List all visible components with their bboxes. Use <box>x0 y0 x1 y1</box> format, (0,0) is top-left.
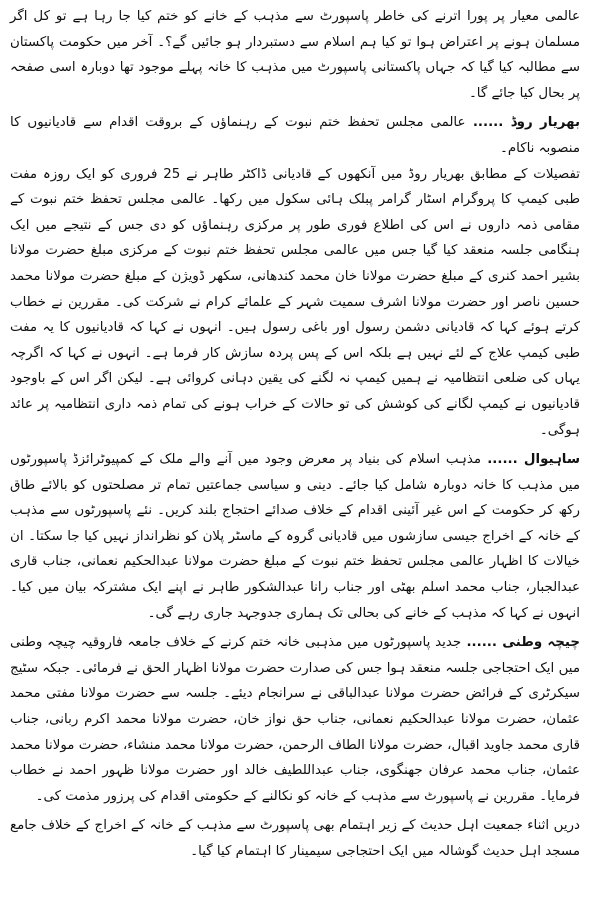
paragraph-passport-demand <box>10 4 580 106</box>
paragraph-text: تفصیلات کے مطابق بھریار روڈ میں آنکھوں کے قادیانی ڈاکٹر طاہر نے 25 فروری کو ایک روزہ مفت طبی کیمپ کا پروگرام اسٹار گرامر پبلک ہائی سکول میں رکھا۔ عالمی مجلس تحفظ ختم نبوت کے مقامی ذمہ داروں نے اس کی اطلاع فوری طور پر مرکزی رہنماؤں کو دی جس کے نتیجے میں ایک ہنگامی جلسہ منعقد کیا گیا جس میں عالمی مجلس تحفظ ختم نبوت کے مرکزی مبلغ حضرت مولانا بشیر احمد کنری کے مبلغ حضرت مولانا خان محمد کندھانی، سکھر ڈویژن کے مبلغ حضرت مولانا محمد حسین ناصر اور حضرت مولانا اشرف سمیت شہر کے علمائے کرام نے شرکت کی۔ مقررین نے خطاب کرتے ہوئے کہا کہ قادیانی دشمن رسول اور باغی رسول ہیں۔ انہوں نے کہا کہ قادیانیوں کا یہ مفت طبی کیمپ علاج کے لئے نہیں ہے بلکہ اس کے پس پردہ سازش کار فرما ہے۔ انہوں نے کہا کہ اگرچہ یہاں کی ضلعی انتظامیہ نے ہمیں کیمپ نہ لگنے کی یقین دہانی کروائی ہے۔ لیکن اگر اس کے باوجود قادیانیوں نے کیمپ لگانے کی کوشش کی تو حالات کے خراب ہونے کی تمام ذمہ داری انتظامیہ پر عائد ہوگی۔ <box>10 166 580 438</box>
paragraph-text: دریں اثناء جمعیت اہل حدیث کے زیر اہتمام بھی پاسپورٹ سے مذہب کے خانہ کے اخراج کے خلاف جامع مسجد اہل حدیث گوشالہ میں ایک احتجاجی سیمینار کا اہتمام کیا گیا۔ <box>10 818 580 859</box>
dateline-bhiryar: بھریار روڈ ...... <box>465 115 580 131</box>
paragraph-sahiwal <box>10 447 580 626</box>
paragraph-text: مذہب اسلام کی بنیاد پر معرض وجود میں آنے والے ملک کے کمپیوٹرائزڈ پاسپورٹوں میں مذہب کا خانہ دوبارہ شامل کیا جائے۔ دینی و سیاسی جماعتیں تمام تر مصلحتوں کو بالائے طاق رکھ کر حکومت کے اس غیر آئینی اقدام کے خلاف صدائے احتجاج بلند کریں۔ نئے پاسپورٹوں سے مذہب کے خانہ کے اخراج جیسی سازشوں میں قادیانی گروہ کے ماسٹر پلان کو نظرانداز نہیں کیا جا سکتا۔ ان خیالات کا اظہار عالمی مجلس تحفظ ختم نبوت کے مبلغ حضرت مولانا عبدالحکیم نعمانی، جناب قاری عبدالجبار، جناب محمد اسلم بھٹی اور جناب رانا عبدالشکور طاہر نے اپنے ایک مشترکہ بیان میں کیا۔ انہوں نے کہا کہ مذہب کے خانے کی بحالی تک ہماری جدوجہد جاری رہے گی۔ <box>10 452 580 621</box>
paragraph-ahl-e-hadith <box>10 813 580 864</box>
paragraph-bhiryar-details <box>10 162 580 444</box>
paragraph-text: عالمی مجلس تحفظ ختم نبوت کے رہنماؤں کے بروقت اقدام سے قادیانیوں کا منصوبہ ناکام۔ <box>10 115 580 156</box>
paragraph-chichawatni <box>10 630 580 809</box>
paragraph-text: عالمی معیار پر پورا اترنے کی خاطر پاسپورٹ سے مذہب کے خانے کو ختم کیا جا رہا ہے تو کل اگر مسلمان ہونے پر اعتراض ہوا تو کیا ہم اسلام سے دستبردار ہو جائیں گے؟۔ آخر میں حکومت پاکستان سے مطالبہ کیا گیا کہ جہاں پاکستانی پاسپورٹ میں مذہب کا خانہ پہلے موجود تھا دوبارہ اسی صفحہ پر بحال کیا جائے گا۔ <box>10 9 580 101</box>
paragraph-text: جدید پاسپورٹوں میں مذہبی خانہ ختم کرنے کے خلاف جامعہ فاروقیہ چیچہ وطنی میں ایک احتجاجی جلسہ منعقد ہوا جس کی صدارت حضرت مولانا اظہار الحق نے فرمائی۔ جبکہ سٹیج سیکرٹری کے فرائض حضرت مولانا عبدالباقی نے سرانجام دیئے۔ جلسہ سے حضرت مولانا مفتی محمد عثمان، حضرت مولانا عبدالحکیم نعمانی، جناب حق نواز خان، حضرت مولانا محمد اکرم ربانی، جناب قاری محمد جاوید اقبال، حضرت مولانا الطاف الرحمن، حضرت مولانا محمد منشاء، حضرت مولانا محمد عثمان، جناب محمد عرفان جھنگوی، جناب عبداللطیف خالد اور حضرت مولانا ظہور احمد نے خطاب فرمایا۔ مقررین نے پاسپورٹ سے مذہب کے خانہ کو نکالنے کے حکومتی اقدام کی پرزور مذمت کی۔ <box>10 635 580 804</box>
paragraph-bhiryar-headline <box>10 110 580 161</box>
dateline-sahiwal: ساہیوال ...... <box>481 452 580 468</box>
dateline-chichawatni: چیچہ وطنی ...... <box>461 635 581 651</box>
